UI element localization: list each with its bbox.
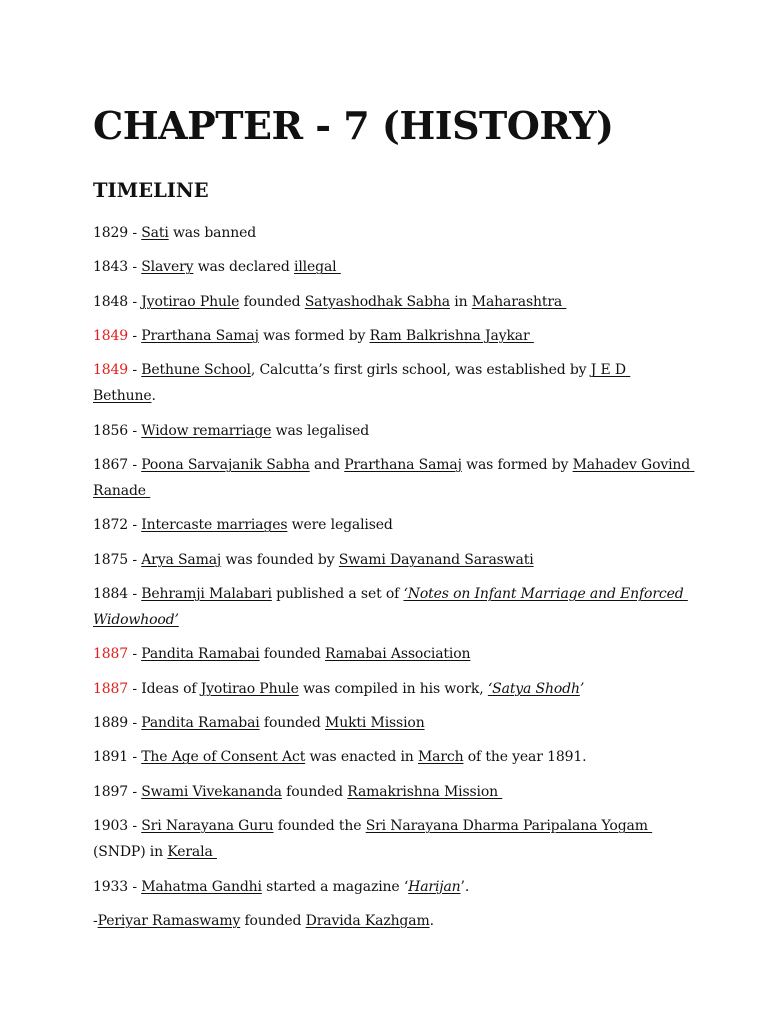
- entry-link[interactable]: The Age of Consent Act: [141, 749, 306, 766]
- entry-link[interactable]: Sati: [141, 225, 169, 241]
- entry-text: was formed by: [461, 457, 573, 474]
- entry-text: (SNDP) in: [93, 844, 168, 861]
- entry-link[interactable]: Sri Narayana Guru: [141, 818, 274, 835]
- entry-text: , Calcutta’s first girls school, was established by: [250, 362, 591, 379]
- entry-link[interactable]: Jyotirao Phule: [141, 293, 240, 310]
- entry-year: 1887: [93, 646, 129, 663]
- entry-link[interactable]: Behramji Malabari: [141, 586, 272, 603]
- entry-text: was enacted in: [305, 749, 418, 766]
- entry-link[interactable]: Pandita Ramabai: [141, 646, 260, 663]
- page-title: CHAPTER - 7 (HISTORY): [93, 103, 614, 148]
- entry-text: was formed by: [258, 328, 370, 345]
- entry-text: -: [128, 328, 142, 345]
- entry-link[interactable]: Bethune School: [141, 362, 251, 379]
- entry-text: 1875 -: [93, 551, 142, 568]
- entry-text: in: [450, 293, 472, 310]
- timeline-list: [93, 220, 693, 942]
- timeline-entry: [93, 289, 693, 315]
- timeline-entry: [93, 547, 693, 573]
- entry-text: 1856 -: [93, 422, 142, 439]
- entry-link[interactable]: Satyashodhak Sabha: [304, 293, 450, 310]
- entry-text: founded: [281, 783, 348, 800]
- entry-text: started a magazine ‘: [261, 878, 409, 895]
- entry-text: founded: [259, 646, 326, 663]
- timeline-entry: [93, 813, 693, 865]
- entry-text: .: [429, 912, 434, 929]
- entry-text: was banned: [168, 225, 257, 241]
- entry-text: 1829 -: [93, 225, 142, 241]
- entry-text: 1903 -: [93, 818, 142, 835]
- entry-text: -: [128, 646, 142, 663]
- entry-year: 1887: [93, 680, 129, 697]
- entry-link[interactable]: Jyotirao Phule: [200, 680, 299, 697]
- entry-link[interactable]: Harijan: [408, 878, 461, 895]
- entry-link[interactable]: illegal: [294, 259, 341, 276]
- entry-link[interactable]: March: [417, 749, 464, 766]
- section-heading: TIMELINE: [93, 179, 209, 202]
- timeline-entry: [93, 710, 693, 736]
- entry-year: 1849: [93, 328, 129, 345]
- entry-text: 1843 -: [93, 259, 142, 276]
- entry-link[interactable]: Ramakrishna Mission: [347, 783, 503, 800]
- entry-link[interactable]: Pandita Ramabai: [141, 715, 260, 732]
- entry-text: founded: [259, 715, 326, 732]
- entry-text: 1848 -: [93, 293, 142, 310]
- timeline-entry: [93, 641, 693, 667]
- timeline-entry: [93, 744, 693, 770]
- timeline-entry: [93, 581, 693, 633]
- entry-text: were legalised: [287, 517, 393, 534]
- entry-link[interactable]: Intercaste marriages: [141, 517, 288, 534]
- entry-text: founded: [240, 912, 306, 929]
- entry-text: and: [309, 457, 345, 474]
- entry-text: 1867 -: [93, 457, 142, 474]
- entry-text: was compiled in his work,: [298, 680, 488, 697]
- entry-link[interactable]: Prarthana Samaj: [344, 457, 462, 474]
- timeline-entry: [93, 452, 693, 504]
- entry-text: 1897 -: [93, 783, 142, 800]
- timeline-entry: [93, 874, 693, 900]
- entry-link[interactable]: ‘Satya Shodh: [487, 680, 580, 697]
- entry-link[interactable]: Swami Vivekananda: [141, 783, 282, 800]
- entry-link[interactable]: Mahadev Govind Ranade: [93, 457, 695, 500]
- entry-link[interactable]: Ram Balkrishna Jaykar: [369, 328, 534, 345]
- entry-link[interactable]: J E D Bethune: [93, 362, 631, 405]
- entry-link[interactable]: Kerala: [167, 844, 217, 861]
- entry-text: ’: [579, 680, 585, 697]
- entry-text: of the year 1891.: [463, 749, 587, 766]
- entry-text: 1933 -: [93, 878, 142, 895]
- entry-text: 1891 -: [93, 749, 142, 766]
- entry-link[interactable]: Periyar Ramaswamy: [97, 912, 241, 929]
- entry-link[interactable]: Arya Samaj: [141, 551, 222, 568]
- entry-text: .: [151, 388, 156, 405]
- entry-link[interactable]: Mukti Mission: [325, 715, 425, 732]
- timeline-entry: [93, 357, 693, 409]
- entry-text: published a set of: [271, 586, 404, 603]
- entry-text: founded the: [273, 818, 366, 835]
- entry-year: 1849: [93, 362, 129, 379]
- timeline-entry: [93, 676, 693, 702]
- entry-link[interactable]: Swami Dayanand Saraswati: [338, 551, 534, 568]
- entry-text: - Ideas of: [128, 680, 201, 697]
- entry-text: founded: [239, 293, 305, 310]
- entry-text: 1884 -: [93, 586, 142, 603]
- entry-text: was founded by: [221, 551, 339, 568]
- entry-text: was legalised: [271, 422, 370, 439]
- timeline-entry: [93, 254, 693, 280]
- entry-link[interactable]: Maharashtra: [471, 293, 567, 310]
- entry-text: -: [128, 362, 142, 379]
- entry-link[interactable]: Dravida Kazhgam: [305, 912, 430, 929]
- entry-link[interactable]: Widow remarriage: [141, 422, 272, 439]
- timeline-entry: [93, 908, 693, 934]
- entry-link[interactable]: Sri Narayana Dharma Paripalana Yogam: [365, 818, 653, 835]
- timeline-entry: [93, 779, 693, 805]
- entry-link[interactable]: Slavery: [141, 259, 194, 276]
- timeline-entry: [93, 323, 693, 349]
- entry-text: 1872 -: [93, 517, 142, 534]
- entry-link[interactable]: Mahatma Gandhi: [141, 878, 262, 895]
- timeline-entry: [93, 220, 693, 246]
- entry-text: 1889 -: [93, 715, 142, 732]
- entry-link[interactable]: Prarthana Samaj: [141, 328, 259, 345]
- entry-text: ’.: [460, 878, 470, 895]
- entry-text: was declared: [193, 259, 295, 276]
- timeline-entry: [93, 512, 693, 538]
- entry-text: -: [93, 912, 98, 929]
- entry-link[interactable]: ‘Notes on Infant Marriage and Enforced Widowhood’: [93, 586, 688, 629]
- entry-link[interactable]: Poona Sarvajanik Sabha: [141, 457, 310, 474]
- timeline-entry: [93, 418, 693, 444]
- entry-link[interactable]: Ramabai Association: [325, 646, 471, 663]
